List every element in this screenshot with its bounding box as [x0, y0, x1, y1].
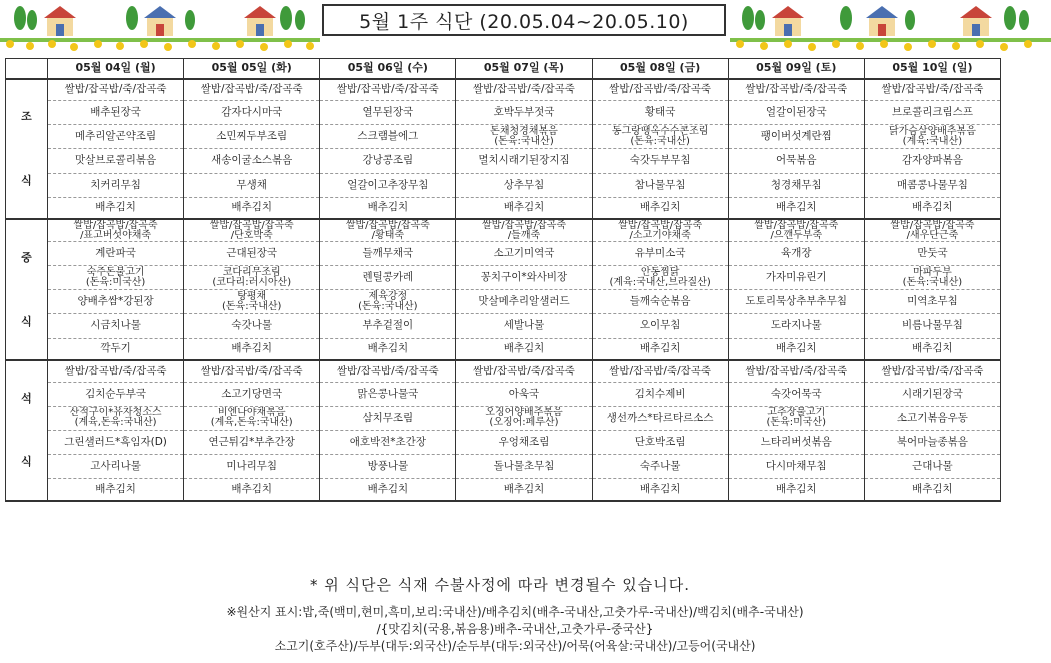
day-header: 05월 08일 (금): [592, 59, 728, 79]
meal-label-top: 조: [21, 110, 32, 124]
menu-item: 쌀밥/잡곡밥/잡곡죽 /단호박죽: [184, 219, 320, 241]
menu-item: 도토리묵상추부추무침: [728, 290, 864, 314]
menu-item: 쌀밥/잡곡밥/죽/잡곡죽: [184, 360, 320, 382]
menu-item: 세발나물: [456, 314, 592, 338]
meal-label: [6, 79, 48, 220]
menu-item: 어묵볶음: [728, 149, 864, 173]
menu-item: 꽁치구이*와사비장: [456, 265, 592, 289]
menu-item: 시금치나물: [48, 314, 184, 338]
menu-item: 북어마늘종볶음: [864, 430, 1000, 454]
menu-item: 부추겉절이: [320, 314, 456, 338]
menu-item: 숙갓두부무침: [592, 149, 728, 173]
day-header: 05월 05일 (화): [184, 59, 320, 79]
menu-item: 김치수제비: [592, 382, 728, 406]
menu-item: 강낭콩조림: [320, 149, 456, 173]
menu-item: 배추김치: [864, 197, 1000, 219]
menu-item: 닭가슴살양배추볶음 (계육:국내산): [864, 125, 1000, 149]
meal-label-bottom: 식: [21, 173, 32, 187]
menu-item: 배추김치: [592, 197, 728, 219]
origin-line: 소고기(호주산)/두부(대두:외국산)/순두부(대두:외국산)/어묵(어육살:국내산)/고등어(국내산): [274, 639, 756, 653]
menu-row: [6, 101, 1001, 125]
menu-item: 생선까스*타르타르소스: [592, 406, 728, 430]
menu-item: 팽이버섯계란찜: [728, 125, 864, 149]
menu-item: 숙주돈불고기 (돈육:미국산): [48, 265, 184, 289]
menu-item: 쌀밥/잡곡밥/죽/잡곡죽: [320, 79, 456, 101]
menu-row: [6, 338, 1001, 360]
menu-item: 마파두부 (돈육:국내산): [864, 265, 1000, 289]
menu-item: 산적구이*유자청소스 (계육,돈육:국내산): [48, 406, 184, 430]
menu-item: 소고기볶음우동: [864, 406, 1000, 430]
menu-item: 맑은콩나물국: [320, 382, 456, 406]
menu-item: 쌀밥/잡곡밥/잡곡죽 /새우단근죽: [864, 219, 1000, 241]
menu-item: 배추김치: [48, 479, 184, 501]
menu-item: 쌀밥/잡곡밥/죽/잡곡죽: [320, 360, 456, 382]
menu-item: 배추된장국: [48, 101, 184, 125]
menu-item: 안동찜닭 (계육:국내산,브라질산): [592, 265, 728, 289]
menu-item: 비름나물무침: [864, 314, 1000, 338]
menu-item: 삼치무조림: [320, 406, 456, 430]
menu-item: 감자양파볶음: [864, 149, 1000, 173]
menu-item: 소민찌두부조림: [184, 125, 320, 149]
origin-line: /{맛김치(국용,볶음용)배추-국내산,고춧가루-중국산}: [376, 622, 654, 636]
menu-item: 맛살브로콜리볶음: [48, 149, 184, 173]
origin-notice: [0, 604, 1030, 655]
menu-row: [6, 149, 1001, 173]
menu-row: [6, 79, 1001, 101]
menu-item: 다시마채무침: [728, 455, 864, 479]
menu-item: 계란파국: [48, 241, 184, 265]
meal-label-top: 석: [21, 391, 32, 405]
menu-item: 배추김치: [320, 338, 456, 360]
menu-item: 열무된장국: [320, 101, 456, 125]
menu-item: 렌틸콩카레: [320, 265, 456, 289]
menu-item: 근대된장국: [184, 241, 320, 265]
menu-item: 배추김치: [48, 197, 184, 219]
menu-item: 가자미유린기: [728, 265, 864, 289]
menu-item: 근대나물: [864, 455, 1000, 479]
menu-item: 배추김치: [320, 479, 456, 501]
day-header: 05월 09일 (토): [728, 59, 864, 79]
menu-item: 방풍나물: [320, 455, 456, 479]
menu-item: 쌀밥/잡곡밥/잡곡죽 /으깬두부죽: [728, 219, 864, 241]
menu-row: [6, 219, 1001, 241]
menu-item: 배추김치: [728, 338, 864, 360]
origin-line: ※원산지 표시:밥,죽(백미,현미,흑미,보리:국내산)/배추김치(배추-국내산,고춧가루-국내산)/백김치(배추-국내산): [226, 605, 804, 619]
menu-item: 유부미소국: [592, 241, 728, 265]
menu-item: 참나물무침: [592, 173, 728, 197]
menu-item: 쌀밥/잡곡밥/잡곡죽 /표고버섯야채죽: [48, 219, 184, 241]
menu-item: 쌀밥/잡곡밥/잡곡죽 /황태죽: [320, 219, 456, 241]
day-header: 05월 10일 (일): [864, 59, 1000, 79]
menu-item: 감자다시마국: [184, 101, 320, 125]
menu-item: 매콤콩나물무침: [864, 173, 1000, 197]
menu-row: [6, 125, 1001, 149]
menu-item: 쌀밥/잡곡밥/죽/잡곡죽: [864, 360, 1000, 382]
menu-item: 배추김치: [456, 338, 592, 360]
menu-item: 배추김치: [456, 479, 592, 501]
menu-item: 소고기미역국: [456, 241, 592, 265]
meal-label: [6, 219, 48, 360]
menu-item: 쌀밥/잡곡밥/잡곡죽 /소고기야채죽: [592, 219, 728, 241]
menu-item: 오이무침: [592, 314, 728, 338]
menu-item: 쌀밥/잡곡밥/죽/잡곡죽: [728, 360, 864, 382]
menu-item: 쌀밥/잡곡밥/죽/잡곡죽: [456, 360, 592, 382]
menu-item: 미역초무침: [864, 290, 1000, 314]
menu-item: 느타리버섯볶음: [728, 430, 864, 454]
menu-item: 숙갓어묵국: [728, 382, 864, 406]
menu-item: 우엉채조림: [456, 430, 592, 454]
meal-label-bottom: 식: [21, 455, 32, 469]
menu-item: 제육강정 (돈육:국내산): [320, 290, 456, 314]
menu-row: [6, 382, 1001, 406]
menu-body: [6, 79, 1001, 501]
menu-item: 치커리무침: [48, 173, 184, 197]
menu-item: 김치순두부국: [48, 382, 184, 406]
menu-item: 소고기당면국: [184, 382, 320, 406]
menu-row: [6, 265, 1001, 289]
menu-item: 배추김치: [184, 479, 320, 501]
menu-item: 미나리무침: [184, 455, 320, 479]
menu-item: 멸치시래기된장지짐: [456, 149, 592, 173]
menu-item: 비엔나야채볶음 (계육,돈육:국내산): [184, 406, 320, 430]
menu-item: 배추김치: [456, 197, 592, 219]
menu-item: 배추김치: [864, 479, 1000, 501]
menu-item: 호박두부젓국: [456, 101, 592, 125]
menu-item: 배추김치: [184, 197, 320, 219]
menu-item: 쌀밥/잡곡밥/잡곡죽 /들깨죽: [456, 219, 592, 241]
menu-item: 맛살메추리알샐러드: [456, 290, 592, 314]
menu-item: 숙갓나물: [184, 314, 320, 338]
change-notice: * 위 식단은 식재 수불사정에 따라 변경될수 있습니다.: [310, 576, 690, 594]
menu-item: 쌀밥/잡곡밥/죽/잡곡죽: [728, 79, 864, 101]
meal-label-bottom: 식: [21, 314, 32, 328]
menu-item: 배추김치: [320, 197, 456, 219]
menu-item: 시래기된장국: [864, 382, 1000, 406]
day-header: 05월 06일 (수): [320, 59, 456, 79]
menu-item: 애호박전*초간장: [320, 430, 456, 454]
menu-row: [6, 406, 1001, 430]
day-header: 05월 04일 (월): [48, 59, 184, 79]
menu-item: 쌀밥/잡곡밥/죽/잡곡죽: [184, 79, 320, 101]
menu-item: 고추장불고기 (돈육:미국산): [728, 406, 864, 430]
menu-item: 배추김치: [728, 197, 864, 219]
menu-title: 5월 1주 식단 (20.05.04~20.05.10): [322, 4, 726, 36]
menu-item: 브로콜리크림스프: [864, 101, 1000, 125]
menu-item: 쌀밥/잡곡밥/죽/잡곡죽: [592, 360, 728, 382]
menu-row: [6, 430, 1001, 454]
menu-item: 오징어양배추볶음 (오징어:페루산): [456, 406, 592, 430]
menu-item: 들깨숙순볶음: [592, 290, 728, 314]
menu-item: 단호박조림: [592, 430, 728, 454]
menu-item: 상추무침: [456, 173, 592, 197]
menu-item: 그린샐러드*흑임자(D): [48, 430, 184, 454]
menu-item: 코다리무조림 (코다리:러시아산): [184, 265, 320, 289]
menu-item: 얼갈이고추장무침: [320, 173, 456, 197]
menu-item: 스크램블에그: [320, 125, 456, 149]
menu-item: 아욱국: [456, 382, 592, 406]
menu-item: 만둣국: [864, 241, 1000, 265]
menu-row: [6, 455, 1001, 479]
corner-cell: [6, 59, 48, 79]
menu-row: [6, 479, 1001, 501]
menu-item: 쌀밥/잡곡밥/죽/잡곡죽: [48, 79, 184, 101]
menu-item: 배추김치: [592, 338, 728, 360]
menu-item: 동그랑땡옥수수콘조림 (돈육:국내산): [592, 125, 728, 149]
menu-item: 고사리나물: [48, 455, 184, 479]
day-header: 05월 07일 (목): [456, 59, 592, 79]
menu-item: 배추김치: [728, 479, 864, 501]
menu-item: 들깨무채국: [320, 241, 456, 265]
menu-row: [6, 314, 1001, 338]
weekly-menu-table: [5, 58, 1001, 502]
menu-item: 돌나물초무침: [456, 455, 592, 479]
menu-item: 얼갈이된장국: [728, 101, 864, 125]
menu-item: 깍두기: [48, 338, 184, 360]
menu-item: 쌀밥/잡곡밥/죽/잡곡죽: [48, 360, 184, 382]
menu-item: 육개장: [728, 241, 864, 265]
menu-row: [6, 197, 1001, 219]
menu-item: 쌀밥/잡곡밥/죽/잡곡죽: [456, 79, 592, 101]
meal-label: [6, 360, 48, 501]
meal-label-top: 중: [21, 251, 32, 265]
menu-row: [6, 241, 1001, 265]
menu-item: 배추김치: [864, 338, 1000, 360]
menu-item: 탕평채 (돈육:국내산): [184, 290, 320, 314]
menu-item: 쌀밥/잡곡밥/죽/잡곡죽: [592, 79, 728, 101]
menu-item: 메추리알곤약조림: [48, 125, 184, 149]
menu-row: [6, 360, 1001, 382]
menu-item: 황태국: [592, 101, 728, 125]
menu-item: 연근튀김*부추간장: [184, 430, 320, 454]
menu-item: 숙주나물: [592, 455, 728, 479]
menu-item: 무생채: [184, 173, 320, 197]
menu-item: 도라지나물: [728, 314, 864, 338]
menu-item: 양배추쌈*강된장: [48, 290, 184, 314]
menu-item: 배추김치: [592, 479, 728, 501]
menu-item: 청경채무침: [728, 173, 864, 197]
menu-row: [6, 173, 1001, 197]
menu-item: 배추김치: [184, 338, 320, 360]
flower-border: [0, 38, 1051, 51]
menu-item: 새송이굴소스볶음: [184, 149, 320, 173]
menu-item: 쌀밥/잡곡밥/죽/잡곡죽: [864, 79, 1000, 101]
day-header-row: [6, 59, 1001, 79]
menu-row: [6, 290, 1001, 314]
menu-item: 돈채청경채볶음 (돈육:국내산): [456, 125, 592, 149]
